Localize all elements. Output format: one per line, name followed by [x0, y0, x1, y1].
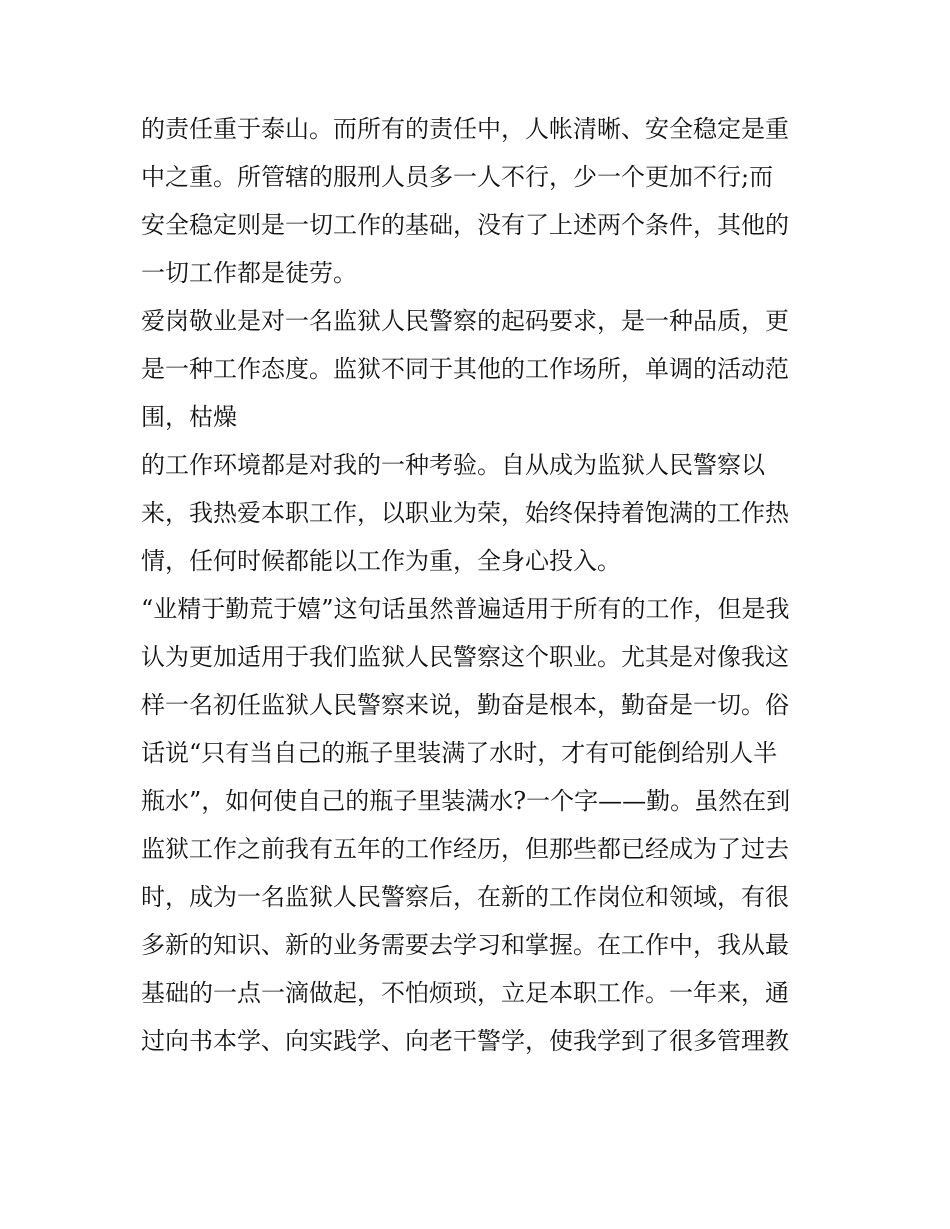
- text-line: 安全稳定则是一切工作的基础，没有了上述两个条件，其他的: [141, 211, 789, 239]
- text-line: 过向书本学、向实践学、向老干警学，使我学到了很多管理教: [141, 1027, 789, 1055]
- text-line: 的工作环境都是对我的一种考验。自从成为监狱人民警察以: [141, 451, 765, 479]
- text-line: 的责任重于泰山。而所有的责任中，人帐清晰、安全稳定是重: [141, 115, 789, 143]
- text-line: “业精于勤荒于嬉”这句话虽然普遍适用于所有的工作，但是我: [141, 595, 790, 623]
- text-line: 时，成为一名监狱人民警察后，在新的工作岗位和领域，有很: [141, 883, 789, 911]
- text-line: 基础的一点一滴做起，不怕烦琐，立足本职工作。一年来，通: [141, 979, 789, 1007]
- text-line: 监狱工作之前我有五年的工作经历，但那些都已经成为了过去: [141, 835, 789, 863]
- text-line: 一切工作都是徒劳。: [141, 259, 357, 287]
- document-body: [141, 105, 821, 1065]
- text-line: 是一种工作态度。监狱不同于其他的工作场所，单调的活动范: [141, 355, 789, 383]
- text-line: 多新的知识、新的业务需要去学习和掌握。在工作中，我从最: [141, 931, 789, 959]
- text-line: 围，枯燥: [141, 403, 237, 431]
- text-line: 认为更加适用于我们监狱人民警察这个职业。尤其是对像我这: [141, 643, 789, 671]
- text-line: 样一名初任监狱人民警察来说，勤奋是根本，勤奋是一切。俗: [141, 691, 789, 719]
- text-line: 来，我热爱本职工作，以职业为荣，始终保持着饱满的工作热: [141, 499, 789, 527]
- text-line: 瓶水”，如何使自己的瓶子里装满水?一个字——勤。虽然在到: [141, 787, 791, 815]
- text-line: 情，任何时候都能以工作为重，全身心投入。: [141, 547, 621, 575]
- text-line: 话说“只有当自己的瓶子里装满了水时，才有可能倒给别人半: [141, 739, 778, 767]
- text-line: 中之重。所管辖的服刑人员多一人不行，少一个更加不行;而: [141, 163, 774, 191]
- text-line: 爱岗敬业是对一名监狱人民警察的起码要求，是一种品质，更: [141, 307, 789, 335]
